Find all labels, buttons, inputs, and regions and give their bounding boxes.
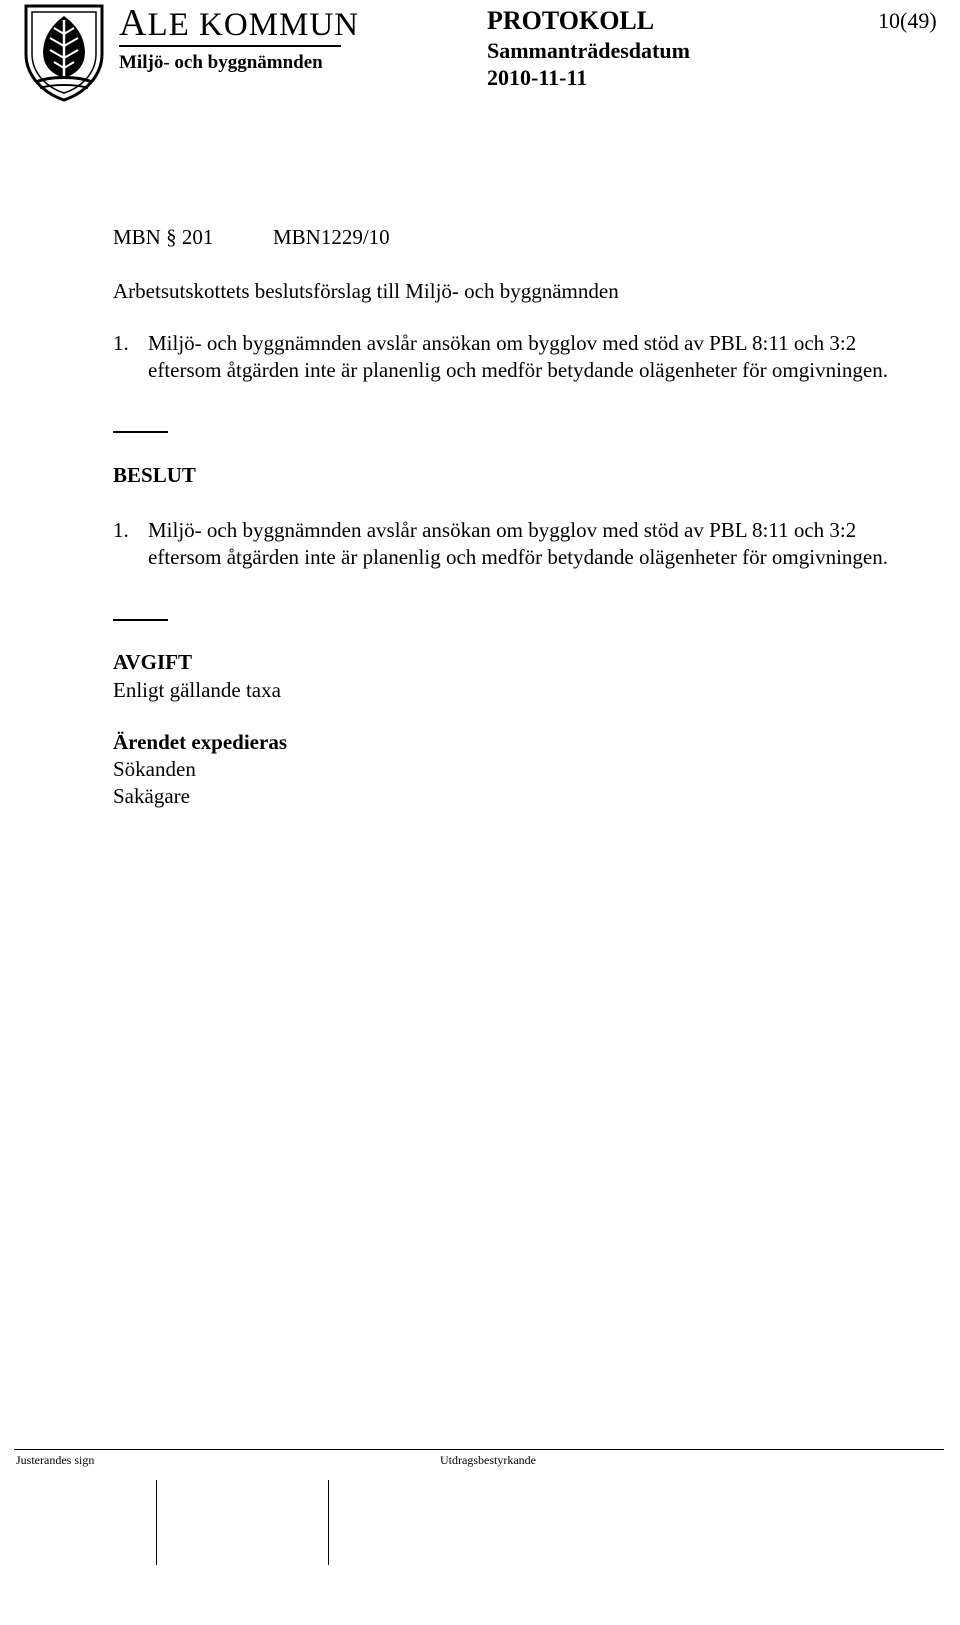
decision-item-number: 1. (113, 518, 129, 542)
meeting-date-value: 2010-11-11 (487, 65, 588, 90)
signature-box-divider (328, 1480, 329, 1565)
decision-heading: BESLUT (113, 463, 196, 487)
proposal-item (113, 330, 903, 384)
footer-certification-label: Utdragsbestyrkande (440, 1453, 536, 1467)
department-name: Miljö- och byggnämnden (119, 52, 323, 73)
decision-item (113, 517, 903, 571)
section-separator (113, 619, 168, 621)
proposal-title: Arbetsutskottets beslutsförslag till Miljö- och byggnämnden (113, 279, 619, 303)
organization-name-rest: LE KOMMUN (147, 7, 360, 43)
dispatch-recipient: Sökanden (113, 757, 196, 781)
section-separator (113, 431, 168, 433)
meeting-date-label: Sammanträdesdatum (487, 38, 690, 63)
case-number: MBN1229/10 (273, 225, 390, 249)
dispatch-heading: Ärendet expedieras (113, 730, 287, 754)
proposal-item-number: 1. (113, 331, 129, 355)
document-type: PROTOKOLL (487, 6, 655, 35)
footer-rule (14, 1449, 944, 1450)
decision-item-text: Miljö- och byggnämnden avslår ansökan om bygglov med stöd av PBL 8:11 och 3:2 eftersom åtgärden inte är planenlig och medför betydande olägenheter för omgivningen. (148, 518, 888, 569)
municipality-coat-of-arms-logo (20, 2, 108, 102)
paragraph-reference: MBN § 201 (113, 225, 214, 249)
signature-box-divider (156, 1480, 157, 1565)
page-number: 10(49) (878, 8, 937, 33)
organization-name (119, 4, 359, 42)
fee-heading: AVGIFT (113, 650, 192, 674)
organization-name-initial: A (119, 2, 148, 44)
proposal-item-text: Miljö- och byggnämnden avslår ansökan om bygglov med stöd av PBL 8:11 och 3:2 eftersom åtgärden inte är planenlig och medför betydande olägenheter för omgivningen. (148, 331, 888, 382)
organization-name-rule (119, 45, 341, 47)
dispatch-recipient: Sakägare (113, 784, 190, 808)
fee-text: Enligt gällande taxa (113, 678, 281, 702)
footer-signature-label: Justerandes sign (16, 1453, 95, 1467)
